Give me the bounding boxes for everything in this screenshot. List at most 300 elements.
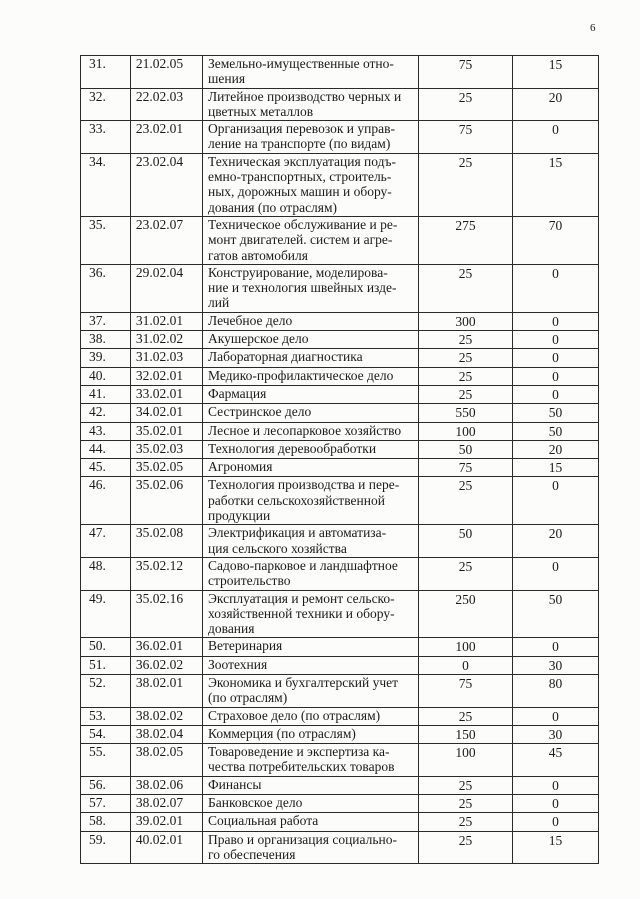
value-1-cell: [419, 459, 513, 477]
value-2-cell: [513, 638, 599, 656]
value-2-text: 0: [552, 814, 559, 830]
value-1-text: 75: [458, 460, 473, 476]
value-2-text: 80: [548, 675, 563, 691]
code-text: 35.02.05: [135, 459, 184, 475]
value-2-cell: [513, 525, 599, 558]
name-cell: [203, 590, 419, 638]
row-number-text: 32.: [89, 88, 106, 104]
value-1-text: 25: [458, 265, 473, 281]
code-text: 31.02.01: [135, 312, 184, 328]
table-row: [81, 88, 599, 121]
value-2-text: 30: [548, 726, 563, 742]
row-number-cell: [81, 590, 131, 638]
name-line: лий: [208, 295, 230, 311]
value-2-cell: [513, 153, 599, 216]
row-number-cell: [81, 367, 131, 385]
code-cell: [131, 440, 203, 458]
code-cell: [131, 216, 203, 264]
value-2-cell: [513, 88, 599, 121]
value-1-cell: [419, 813, 513, 831]
specialties-table: [80, 55, 599, 864]
code-cell: [131, 422, 203, 440]
row-number-cell: [81, 349, 131, 367]
value-2-cell: [513, 725, 599, 743]
name-line: хозяйственной техники и обору-: [208, 605, 395, 621]
value-1-cell: [419, 776, 513, 794]
row-number-cell: [81, 707, 131, 725]
value-1-text: 0: [462, 657, 469, 673]
row-number-cell: [81, 264, 131, 312]
value-2-cell: [513, 349, 599, 367]
row-number-cell: [81, 557, 131, 590]
table-row: [81, 813, 599, 831]
value-1-cell: [419, 121, 513, 154]
row-number-text: 49.: [89, 590, 106, 606]
name-cell: [203, 557, 419, 590]
code-text: 31.02.03: [135, 349, 184, 365]
name-cell: [203, 831, 419, 864]
name-line: цветных металлов: [208, 103, 314, 119]
name-line: Экономика и бухгалтерский учет: [208, 674, 399, 690]
name-cell: [203, 674, 419, 707]
page-number: 6: [590, 22, 596, 34]
row-number-text: 55.: [89, 744, 106, 760]
row-number-cell: [81, 312, 131, 330]
row-number-text: 41.: [89, 385, 106, 401]
value-2-text: 20: [548, 89, 563, 105]
row-number-cell: [81, 422, 131, 440]
value-1-text: 150: [455, 726, 476, 742]
value-2-text: 0: [552, 708, 559, 724]
code-cell: [131, 813, 203, 831]
value-1-cell: [419, 56, 513, 89]
code-cell: [131, 638, 203, 656]
value-1-cell: [419, 367, 513, 385]
value-2-text: 50: [548, 405, 563, 421]
code-text: 35.02.01: [135, 422, 184, 438]
value-1-text: 75: [458, 57, 473, 72]
code-cell: [131, 725, 203, 743]
value-2-cell: [513, 216, 599, 264]
value-2-text: 50: [548, 423, 563, 439]
name-line: Лечебное дело: [208, 312, 293, 328]
name-cell: [203, 440, 419, 458]
table-row: [81, 440, 599, 458]
value-1-text: 275: [455, 217, 476, 233]
name-cell: [203, 725, 419, 743]
name-line: Фармация: [208, 385, 267, 401]
value-2-cell: [513, 440, 599, 458]
row-number-text: 57.: [89, 795, 106, 811]
table-row: [81, 525, 599, 558]
value-2-cell: [513, 459, 599, 477]
table-row: [81, 264, 599, 312]
table-row: [81, 56, 599, 89]
value-2-cell: [513, 385, 599, 403]
value-1-text: 25: [458, 89, 473, 105]
name-cell: [203, 813, 419, 831]
value-1-cell: [419, 674, 513, 707]
value-1-text: 300: [455, 313, 476, 329]
code-cell: [131, 477, 203, 525]
code-text: 21.02.05: [135, 56, 184, 71]
name-line: Техническая эксплуатация подъ-: [208, 153, 396, 169]
value-1-text: 50: [458, 526, 473, 542]
value-2-text: 15: [548, 57, 563, 72]
name-cell: [203, 385, 419, 403]
code-cell: [131, 707, 203, 725]
name-line: ние и технология швейных изде-: [208, 280, 397, 296]
code-text: 32.02.01: [135, 367, 184, 383]
name-cell: [203, 459, 419, 477]
row-number-cell: [81, 477, 131, 525]
value-1-text: 25: [458, 350, 473, 366]
value-2-text: 50: [548, 591, 563, 607]
code-cell: [131, 404, 203, 422]
row-number-cell: [81, 88, 131, 121]
code-text: 23.02.04: [135, 153, 184, 169]
table-row: [81, 459, 599, 477]
table-row: [81, 349, 599, 367]
table-body: [81, 56, 599, 864]
row-number-cell: [81, 813, 131, 831]
code-cell: [131, 656, 203, 674]
name-cell: [203, 312, 419, 330]
name-cell: [203, 656, 419, 674]
table-row: [81, 831, 599, 864]
name-line: монт двигателей. систем и агре-: [208, 232, 393, 248]
code-text: 22.02.03: [135, 88, 184, 104]
name-line: Ветеринария: [208, 638, 283, 654]
code-cell: [131, 795, 203, 813]
table-row: [81, 385, 599, 403]
name-line: го обеспечения: [208, 846, 296, 862]
value-1-cell: [419, 422, 513, 440]
value-1-cell: [419, 744, 513, 777]
code-text: 35.02.06: [135, 477, 184, 493]
code-cell: [131, 367, 203, 385]
code-cell: [131, 349, 203, 367]
value-1-cell: [419, 725, 513, 743]
name-cell: [203, 153, 419, 216]
code-text: 23.02.07: [135, 216, 184, 232]
name-line: Зоотехния: [208, 656, 268, 672]
name-line: Финансы: [208, 776, 262, 792]
name-cell: [203, 349, 419, 367]
value-1-cell: [419, 590, 513, 638]
name-cell: [203, 525, 419, 558]
name-cell: [203, 56, 419, 89]
name-line: Товароведение и экспертиза ка-: [208, 744, 390, 760]
table-row: [81, 312, 599, 330]
value-1-cell: [419, 385, 513, 403]
name-line: Страховое дело (по отраслям): [208, 707, 381, 723]
name-cell: [203, 367, 419, 385]
code-cell: [131, 525, 203, 558]
row-number-cell: [81, 385, 131, 403]
value-2-cell: [513, 477, 599, 525]
value-2-text: 0: [552, 350, 559, 366]
name-line: Организация перевозок и управ-: [208, 121, 395, 137]
table-row: [81, 477, 599, 525]
value-1-cell: [419, 707, 513, 725]
name-cell: [203, 422, 419, 440]
name-line: Электрификация и автоматиза-: [208, 525, 387, 541]
name-line: (по отраслям): [208, 690, 288, 706]
value-2-text: 0: [552, 796, 559, 812]
code-cell: [131, 88, 203, 121]
name-line: дования: [208, 621, 255, 637]
value-2-cell: [513, 831, 599, 864]
row-number-text: 59.: [89, 831, 106, 847]
table-row: [81, 795, 599, 813]
value-2-text: 15: [548, 460, 563, 476]
row-number-cell: [81, 121, 131, 154]
code-text: 40.02.01: [135, 831, 184, 847]
value-1-cell: [419, 795, 513, 813]
value-2-cell: [513, 422, 599, 440]
row-number-text: 37.: [89, 312, 106, 328]
value-1-text: 25: [458, 814, 473, 830]
name-cell: [203, 264, 419, 312]
name-line: Технология деревообработки: [208, 440, 377, 456]
value-1-cell: [419, 264, 513, 312]
value-2-text: 0: [552, 386, 559, 402]
code-cell: [131, 459, 203, 477]
code-text: 36.02.01: [135, 638, 184, 654]
value-2-text: 0: [552, 777, 559, 793]
name-line: гатов автомобиля: [208, 247, 308, 263]
name-line: Коммерция (по отраслям): [208, 725, 356, 741]
name-line: Лесное и лесопарковое хозяйство: [208, 422, 402, 438]
value-1-text: 25: [458, 777, 473, 793]
value-2-text: 0: [552, 122, 559, 138]
table-row: [81, 590, 599, 638]
row-number-cell: [81, 331, 131, 349]
code-cell: [131, 153, 203, 216]
value-2-text: 0: [552, 639, 559, 655]
row-number-text: 48.: [89, 557, 106, 573]
value-1-text: 100: [455, 745, 476, 761]
row-number-text: 38.: [89, 331, 106, 347]
value-1-text: 100: [455, 423, 476, 439]
name-line: продукции: [208, 508, 271, 524]
value-2-text: 0: [552, 313, 559, 329]
table-row: [81, 121, 599, 154]
value-2-cell: [513, 557, 599, 590]
code-cell: [131, 331, 203, 349]
value-1-text: 75: [458, 122, 473, 138]
row-number-cell: [81, 216, 131, 264]
name-line: Литейное производство черных и: [208, 88, 402, 104]
row-number-text: 42.: [89, 404, 106, 420]
row-number-text: 35.: [89, 216, 106, 232]
row-number-text: 33.: [89, 121, 106, 137]
code-cell: [131, 56, 203, 89]
name-line: Медико-профилактическое дело: [208, 367, 394, 383]
value-2-cell: [513, 404, 599, 422]
name-line: Садово-парковое и ландшафтное: [208, 557, 398, 573]
row-number-cell: [81, 725, 131, 743]
row-number-text: 31.: [89, 56, 106, 71]
value-2-text: 15: [548, 832, 563, 848]
name-line: Банковское дело: [208, 795, 303, 811]
table-row: [81, 404, 599, 422]
name-line: Право и организация социально-: [208, 831, 397, 847]
value-1-text: 25: [458, 332, 473, 348]
row-number-text: 36.: [89, 264, 106, 280]
name-line: дования (по отраслям): [208, 199, 338, 215]
name-line: строительство: [208, 573, 291, 589]
code-text: 39.02.01: [135, 813, 184, 829]
value-1-cell: [419, 440, 513, 458]
name-line: Конструирование, моделирова-: [208, 264, 388, 280]
value-1-cell: [419, 404, 513, 422]
name-cell: [203, 776, 419, 794]
value-1-text: 25: [458, 368, 473, 384]
code-cell: [131, 264, 203, 312]
row-number-cell: [81, 404, 131, 422]
code-text: 38.02.07: [135, 795, 184, 811]
name-cell: [203, 404, 419, 422]
value-1-cell: [419, 153, 513, 216]
value-2-cell: [513, 56, 599, 89]
name-line: Эксплуатация и ремонт сельско-: [208, 590, 395, 606]
name-line: Технология производства и пере-: [208, 477, 400, 493]
value-2-text: 0: [552, 558, 559, 574]
value-2-cell: [513, 707, 599, 725]
row-number-text: 51.: [89, 656, 106, 672]
name-line: чества потребительских товаров: [208, 759, 395, 775]
value-2-cell: [513, 674, 599, 707]
row-number-text: 56.: [89, 776, 106, 792]
value-1-cell: [419, 557, 513, 590]
row-number-cell: [81, 440, 131, 458]
value-2-cell: [513, 656, 599, 674]
value-1-text: 25: [458, 386, 473, 402]
value-2-text: 15: [548, 154, 563, 170]
value-1-cell: [419, 331, 513, 349]
row-number-cell: [81, 776, 131, 794]
table-row: [81, 707, 599, 725]
name-cell: [203, 477, 419, 525]
name-line: емно-транспортных, строитель-: [208, 169, 392, 185]
table-row: [81, 656, 599, 674]
value-2-text: 20: [548, 526, 563, 542]
code-text: 35.02.08: [135, 525, 184, 541]
name-line: ных, дорожных машин и обору-: [208, 184, 392, 200]
value-2-text: 70: [548, 217, 563, 233]
row-number-cell: [81, 153, 131, 216]
value-1-cell: [419, 349, 513, 367]
table-row: [81, 674, 599, 707]
code-text: 33.02.01: [135, 385, 184, 401]
value-1-cell: [419, 831, 513, 864]
code-text: 38.02.06: [135, 776, 184, 792]
row-number-text: 58.: [89, 813, 106, 829]
table-row: [81, 638, 599, 656]
value-1-text: 75: [458, 675, 473, 691]
table-row: [81, 744, 599, 777]
name-cell: [203, 795, 419, 813]
table-row: [81, 557, 599, 590]
value-1-text: 25: [458, 708, 473, 724]
code-cell: [131, 674, 203, 707]
row-number-cell: [81, 656, 131, 674]
value-1-cell: [419, 525, 513, 558]
table-row: [81, 331, 599, 349]
row-number-text: 47.: [89, 525, 106, 541]
row-number-text: 52.: [89, 674, 106, 690]
value-1-text: 25: [458, 478, 473, 494]
row-number-cell: [81, 56, 131, 89]
code-cell: [131, 744, 203, 777]
table-row: [81, 776, 599, 794]
code-cell: [131, 385, 203, 403]
name-cell: [203, 331, 419, 349]
code-text: 38.02.04: [135, 725, 184, 741]
name-cell: [203, 744, 419, 777]
name-line: ция сельского хозяйства: [208, 540, 347, 556]
value-1-cell: [419, 216, 513, 264]
row-number-cell: [81, 744, 131, 777]
row-number-cell: [81, 831, 131, 864]
name-line: Лабораторная диагностика: [208, 349, 363, 365]
code-cell: [131, 590, 203, 638]
value-2-cell: [513, 121, 599, 154]
value-1-text: 25: [458, 796, 473, 812]
code-text: 23.02.01: [135, 121, 184, 137]
name-cell: [203, 707, 419, 725]
code-cell: [131, 557, 203, 590]
value-1-cell: [419, 88, 513, 121]
code-text: 38.02.05: [135, 744, 184, 760]
code-text: 35.02.03: [135, 440, 184, 456]
row-number-cell: [81, 525, 131, 558]
row-number-text: 53.: [89, 707, 106, 723]
row-number-cell: [81, 459, 131, 477]
name-line: Социальная работа: [208, 813, 319, 829]
value-2-text: 0: [552, 332, 559, 348]
value-1-text: 250: [455, 591, 476, 607]
row-number-text: 40.: [89, 367, 106, 383]
name-line: Земельно-имущественные отно-: [208, 56, 394, 71]
name-line: Техническое обслуживание и ре-: [208, 216, 398, 232]
row-number-text: 45.: [89, 459, 106, 475]
code-text: 31.02.02: [135, 331, 184, 347]
code-text: 29.02.04: [135, 264, 184, 280]
value-2-text: 45: [548, 745, 563, 761]
value-2-cell: [513, 367, 599, 385]
value-1-text: 25: [458, 154, 473, 170]
row-number-text: 39.: [89, 349, 106, 365]
code-text: 38.02.02: [135, 707, 184, 723]
row-number-text: 34.: [89, 153, 106, 169]
table-row: [81, 216, 599, 264]
code-text: 35.02.16: [135, 590, 184, 606]
row-number-cell: [81, 795, 131, 813]
table-row: [81, 153, 599, 216]
code-text: 38.02.01: [135, 674, 184, 690]
table-row: [81, 367, 599, 385]
value-1-cell: [419, 312, 513, 330]
value-2-cell: [513, 744, 599, 777]
value-2-cell: [513, 312, 599, 330]
name-cell: [203, 88, 419, 121]
row-number-text: 44.: [89, 440, 106, 456]
value-1-cell: [419, 656, 513, 674]
row-number-text: 46.: [89, 477, 106, 493]
